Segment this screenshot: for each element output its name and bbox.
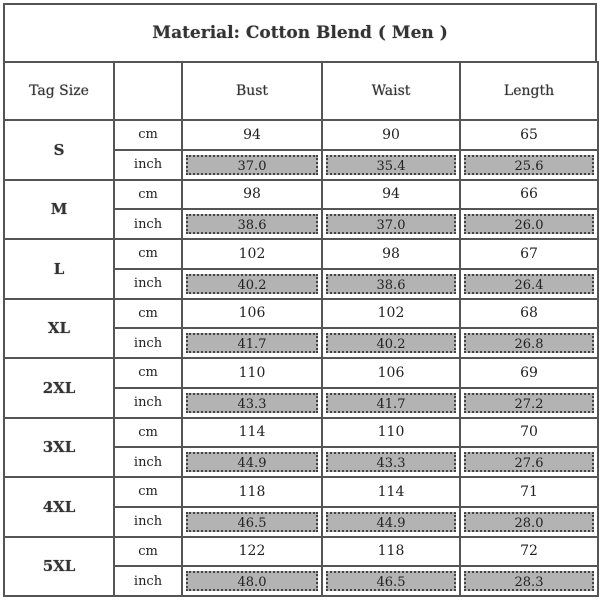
unit-inch-cell: inch	[114, 209, 182, 239]
length-inch-cell	[460, 447, 598, 477]
unit-cm-cell: cm	[114, 180, 182, 210]
length-inch-value: 26.4	[464, 274, 594, 294]
unit-cm-cell: cm	[114, 239, 182, 269]
bust-inch-value: 37.0	[186, 155, 318, 175]
waist-cm-cell: 102	[322, 299, 460, 329]
bust-inch-cell	[182, 269, 322, 299]
unit-inch-cell: inch	[114, 388, 182, 418]
length-inch-value: 28.3	[464, 571, 594, 591]
table-row-cm	[4, 418, 598, 448]
bust-inch-value: 44.9	[186, 452, 318, 472]
unit-cm-cell: cm	[114, 120, 182, 150]
header-waist: Waist	[322, 62, 460, 120]
table-row-cm	[4, 180, 598, 210]
length-cm-cell: 66	[460, 180, 598, 210]
waist-inch-cell	[322, 150, 460, 180]
tag-size-cell: 4XL	[4, 477, 114, 537]
bust-inch-value: 40.2	[186, 274, 318, 294]
waist-inch-cell	[322, 507, 460, 537]
tag-size-cell: XL	[4, 299, 114, 359]
unit-inch-cell: inch	[114, 269, 182, 299]
table-body	[4, 120, 598, 596]
table-row-cm	[4, 239, 598, 269]
length-inch-value: 28.0	[464, 512, 594, 532]
bust-inch-cell	[182, 209, 322, 239]
bust-inch-cell	[182, 150, 322, 180]
waist-inch-value: 40.2	[326, 333, 456, 353]
tag-size-cell: 3XL	[4, 418, 114, 478]
length-cm-cell: 68	[460, 299, 598, 329]
unit-cm-cell: cm	[114, 477, 182, 507]
bust-inch-value: 43.3	[186, 393, 318, 413]
bust-inch-value: 48.0	[186, 571, 318, 591]
length-inch-cell	[460, 328, 598, 358]
waist-inch-value: 44.9	[326, 512, 456, 532]
table-row-cm	[4, 477, 598, 507]
bust-inch-cell	[182, 566, 322, 596]
waist-inch-value: 38.6	[326, 274, 456, 294]
waist-inch-cell	[322, 328, 460, 358]
length-cm-cell: 67	[460, 239, 598, 269]
table-row-cm	[4, 537, 598, 567]
bust-cm-cell: 110	[182, 358, 322, 388]
bust-cm-cell: 114	[182, 418, 322, 448]
unit-cm-cell: cm	[114, 299, 182, 329]
waist-inch-value: 35.4	[326, 155, 456, 175]
waist-inch-cell	[322, 447, 460, 477]
bust-cm-cell: 118	[182, 477, 322, 507]
length-cm-cell: 71	[460, 477, 598, 507]
length-inch-cell	[460, 566, 598, 596]
unit-cm-cell: cm	[114, 358, 182, 388]
header-tag-size: Tag Size	[4, 62, 114, 120]
bust-cm-cell: 106	[182, 299, 322, 329]
size-chart	[3, 3, 597, 597]
table-row-cm	[4, 358, 598, 388]
chart-title: Material: Cotton Blend ( Men )	[3, 3, 597, 63]
bust-inch-cell	[182, 447, 322, 477]
tag-size-cell: 5XL	[4, 537, 114, 597]
length-inch-value: 27.6	[464, 452, 594, 472]
waist-inch-value: 37.0	[326, 214, 456, 234]
bust-inch-value: 46.5	[186, 512, 318, 532]
bust-inch-cell	[182, 507, 322, 537]
header-unit	[114, 62, 182, 120]
unit-cm-cell: cm	[114, 418, 182, 448]
length-inch-value: 26.8	[464, 333, 594, 353]
waist-inch-cell	[322, 269, 460, 299]
bust-cm-cell: 98	[182, 180, 322, 210]
length-inch-cell	[460, 269, 598, 299]
waist-inch-value: 46.5	[326, 571, 456, 591]
waist-cm-cell: 106	[322, 358, 460, 388]
waist-inch-value: 41.7	[326, 393, 456, 413]
waist-cm-cell: 110	[322, 418, 460, 448]
waist-cm-cell: 114	[322, 477, 460, 507]
waist-inch-value: 43.3	[326, 452, 456, 472]
unit-inch-cell: inch	[114, 447, 182, 477]
tag-size-cell: 2XL	[4, 358, 114, 418]
length-inch-cell	[460, 150, 598, 180]
length-inch-cell	[460, 388, 598, 418]
unit-inch-cell: inch	[114, 328, 182, 358]
length-cm-cell: 65	[460, 120, 598, 150]
table-row-cm	[4, 299, 598, 329]
bust-cm-cell: 122	[182, 537, 322, 567]
waist-inch-cell	[322, 566, 460, 596]
table-row-cm	[4, 120, 598, 150]
length-cm-cell: 70	[460, 418, 598, 448]
size-table	[3, 61, 599, 597]
unit-inch-cell: inch	[114, 150, 182, 180]
unit-cm-cell: cm	[114, 537, 182, 567]
length-cm-cell: 69	[460, 358, 598, 388]
bust-inch-cell	[182, 388, 322, 418]
waist-cm-cell: 118	[322, 537, 460, 567]
unit-inch-cell: inch	[114, 566, 182, 596]
header-bust: Bust	[182, 62, 322, 120]
header-length: Length	[460, 62, 598, 120]
tag-size-cell: L	[4, 239, 114, 299]
bust-cm-cell: 94	[182, 120, 322, 150]
length-inch-value: 25.6	[464, 155, 594, 175]
bust-inch-value: 41.7	[186, 333, 318, 353]
length-inch-cell	[460, 209, 598, 239]
length-cm-cell: 72	[460, 537, 598, 567]
waist-inch-cell	[322, 388, 460, 418]
waist-inch-cell	[322, 209, 460, 239]
waist-cm-cell: 94	[322, 180, 460, 210]
bust-inch-cell	[182, 328, 322, 358]
unit-inch-cell: inch	[114, 507, 182, 537]
length-inch-value: 26.0	[464, 214, 594, 234]
waist-cm-cell: 98	[322, 239, 460, 269]
waist-cm-cell: 90	[322, 120, 460, 150]
length-inch-cell	[460, 507, 598, 537]
header-row	[4, 62, 598, 120]
bust-inch-value: 38.6	[186, 214, 318, 234]
length-inch-value: 27.2	[464, 393, 594, 413]
bust-cm-cell: 102	[182, 239, 322, 269]
tag-size-cell: S	[4, 120, 114, 180]
tag-size-cell: M	[4, 180, 114, 240]
